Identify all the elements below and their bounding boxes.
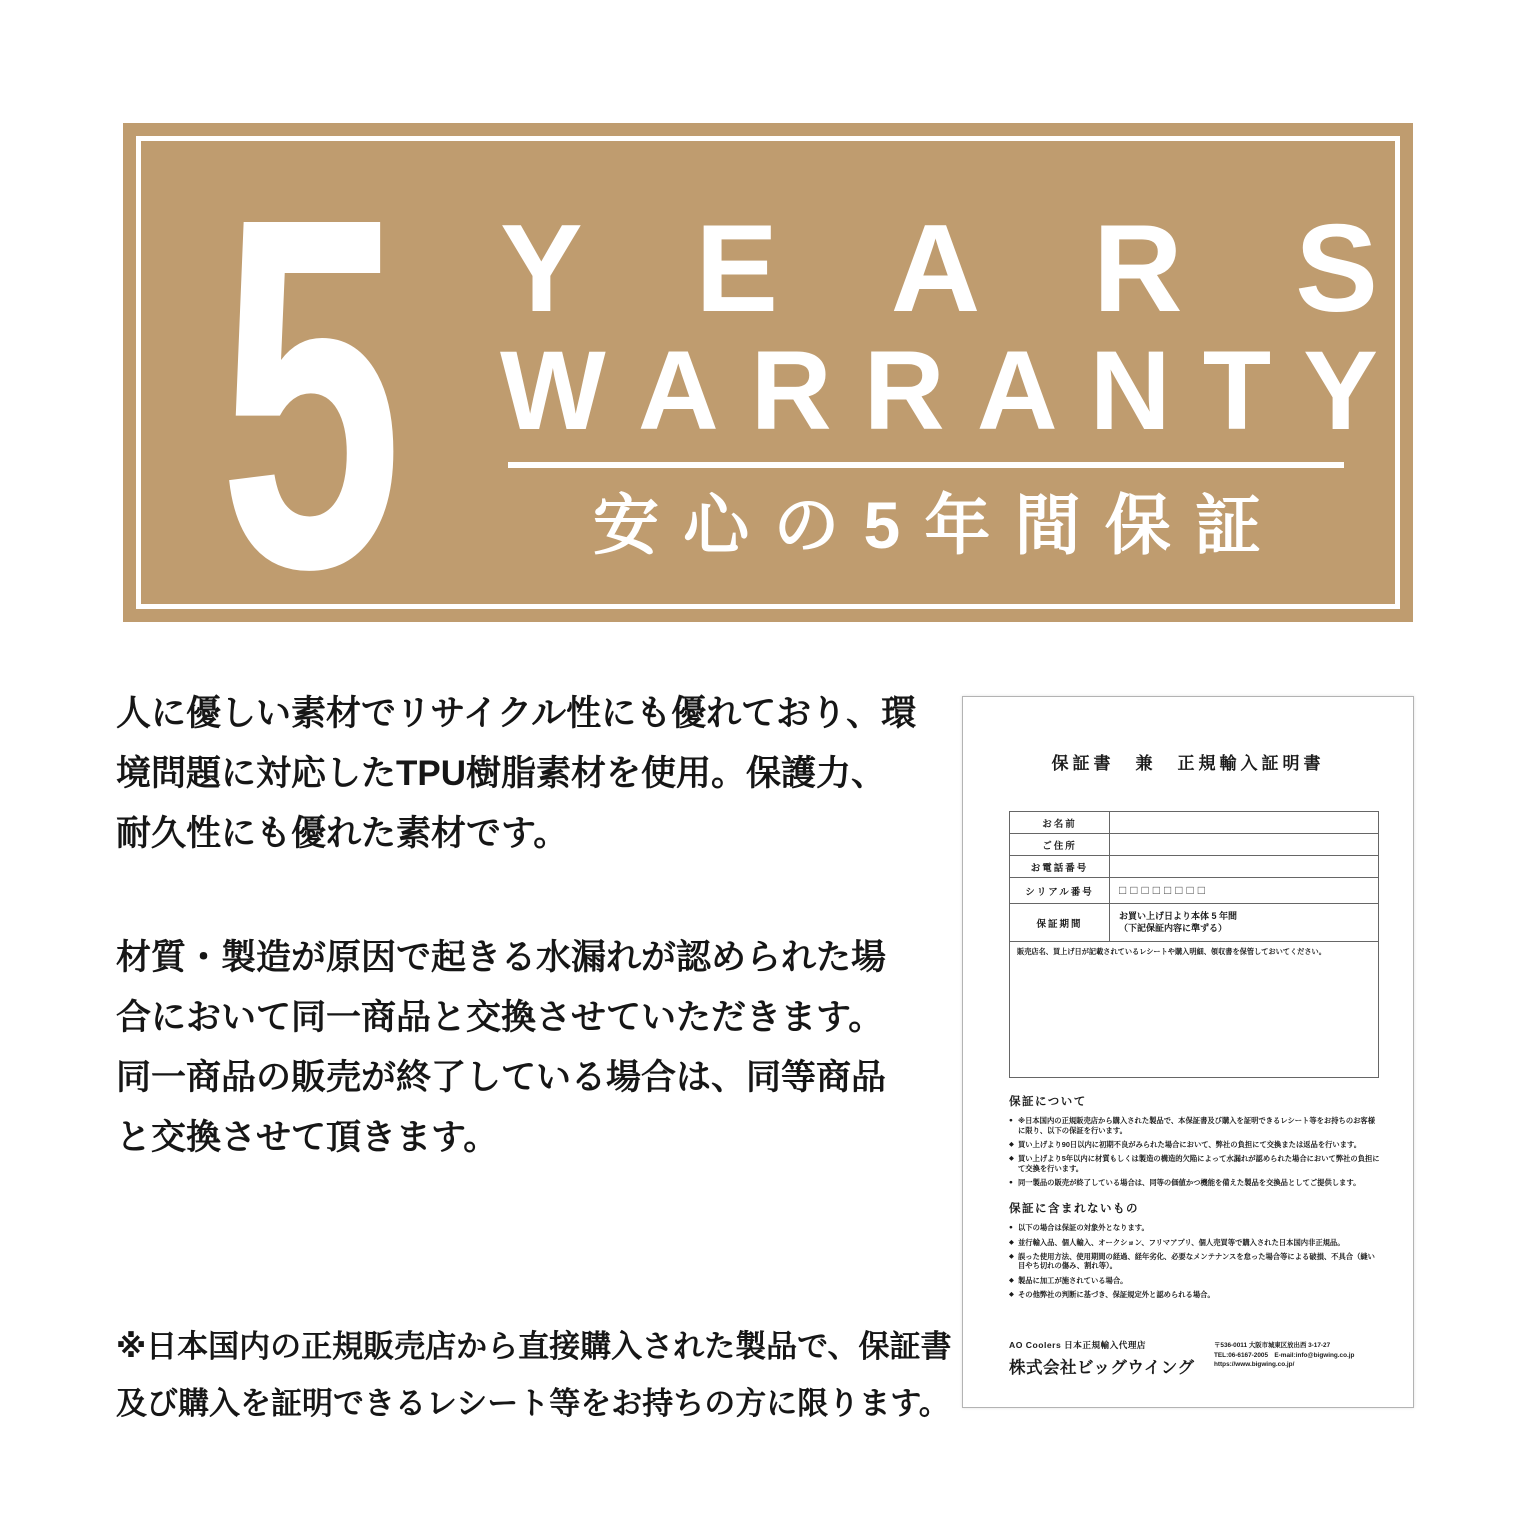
warranty-banner bbox=[123, 113, 1413, 672]
certificate-footer bbox=[1009, 1339, 1381, 1378]
bullet-marker-icon: ● bbox=[1009, 1178, 1013, 1186]
letter: 心 bbox=[683, 488, 750, 562]
cert-term-bullet bbox=[1009, 1178, 1381, 1188]
cert-field-value bbox=[1110, 834, 1378, 855]
text-line: 同一商品の販売が終了している場合は、同等商品 bbox=[116, 1058, 887, 1097]
warranty-word bbox=[500, 328, 1378, 453]
bullet-text: 買い上げより5年以内に材質もしくは製造の構造的欠陥によって水漏れが認められた場合において弊社の負担にて交換を行います。 bbox=[1018, 1153, 1380, 1173]
letter: の bbox=[773, 488, 840, 562]
cert-terms-section bbox=[1009, 1200, 1381, 1299]
letter: R bbox=[750, 328, 832, 453]
letter: 証 bbox=[1194, 488, 1261, 562]
intro-paragraph-exchange bbox=[116, 928, 886, 1168]
company-name: 株式会社ビッグウイング bbox=[1009, 1359, 1195, 1377]
cert-field-value: お買い上げ日より本体 5 年間 （下記保証内容に準ずる） bbox=[1119, 911, 1238, 933]
bullet-marker-icon: ◆ bbox=[1009, 1154, 1014, 1162]
bullet-text: その他弊社の判断に基づき、保証規定外と認められる場合。 bbox=[1018, 1289, 1215, 1299]
bullet-marker-icon: ◆ bbox=[1009, 1252, 1014, 1260]
letter: R bbox=[1093, 200, 1183, 338]
bullet-text: 誤った使用方法、使用期間の経過、経年劣化、必要なメンテナンスを怠った場合等による破損、不具合（縫い目やち切れの傷み、割れ等）。 bbox=[1018, 1251, 1375, 1271]
certificate-terms bbox=[1009, 1093, 1381, 1304]
text-line: 〒536-0011 大阪市城東区放出西 3-17-27 bbox=[1214, 1342, 1331, 1349]
cert-field-row bbox=[1010, 812, 1378, 834]
text-line: https://www.bigwing.co.jp/ bbox=[1214, 1361, 1295, 1369]
distributor-label: AO Coolers 日本正規輸入代理店 bbox=[1009, 1340, 1147, 1350]
bullet-marker-icon: ◆ bbox=[1009, 1238, 1014, 1246]
cert-field-label: お電話番号 bbox=[1010, 856, 1110, 877]
letter: N bbox=[1089, 328, 1171, 453]
bullet-text: ※日本国内の正規販売店から購入された製品で、本保証書及び購入を証明できるレシート等をお持ちのお客様に限り、以下の保証を行います。 bbox=[1018, 1116, 1376, 1135]
letter: R bbox=[863, 328, 945, 453]
bullet-marker-icon: ● bbox=[1009, 1117, 1013, 1124]
letter: A bbox=[976, 328, 1058, 453]
letter: 年 bbox=[924, 488, 991, 562]
cert-field-row bbox=[1010, 878, 1378, 904]
text-line: 材質・製造が原因で起きる水漏れが認められた場 bbox=[116, 938, 887, 977]
cert-term-bullet bbox=[1009, 1223, 1381, 1233]
letter: Y bbox=[1303, 328, 1378, 453]
cert-field-row bbox=[1010, 834, 1378, 856]
bullet-text: 製品に加工が施されている場合。 bbox=[1018, 1275, 1128, 1285]
cert-field-value bbox=[1110, 856, 1378, 877]
cert-term-bullet bbox=[1009, 1154, 1381, 1173]
cert-field-value: □□□□□□□□ bbox=[1119, 882, 1209, 897]
bullet-text: 同一製品の販売が終了している場合は、同等の価値かつ機能を備えた製品を交換品としてご提供します。 bbox=[1018, 1177, 1361, 1187]
bullet-marker-icon: ● bbox=[1009, 1224, 1013, 1232]
years-word bbox=[500, 200, 1378, 338]
bullet-text: 並行輸入品、個人輸入、オークション、フリマアプリ、個人売買等で購入された日本国内非正規品。 bbox=[1018, 1237, 1345, 1247]
text-line: TEL:06-6167-2005 E-mail:info@bigwing.co.jp bbox=[1214, 1351, 1355, 1359]
cert-field-label: 保証期間 bbox=[1010, 904, 1110, 941]
bullet-marker-icon: ◆ bbox=[1009, 1290, 1014, 1298]
big-number-5: 5 bbox=[219, 113, 403, 672]
letter: E bbox=[695, 200, 779, 338]
bullet-marker-icon: ◆ bbox=[1009, 1276, 1014, 1284]
text-line: と交換させて頂きます。 bbox=[116, 1118, 499, 1157]
cert-term-bullet bbox=[1009, 1276, 1381, 1286]
cert-field-label: シリアル番号 bbox=[1010, 878, 1110, 903]
divider-line bbox=[508, 462, 1344, 468]
cert-term-bullet bbox=[1009, 1140, 1381, 1150]
certificate-fields-table bbox=[1009, 811, 1379, 1078]
importer-block bbox=[1009, 1339, 1214, 1378]
letter: 安 bbox=[593, 488, 659, 562]
cert-term-bullet bbox=[1009, 1116, 1381, 1135]
cert-term-bullet bbox=[1009, 1290, 1381, 1300]
cert-term-bullet bbox=[1009, 1252, 1381, 1271]
letter: W bbox=[500, 328, 606, 453]
text-line: 境問題に対応したTPU樹脂素材を使用。保護力、 bbox=[116, 754, 887, 793]
text-line: 合において同一商品と交換させていただきます。 bbox=[116, 998, 884, 1037]
text-line: 耐久性にも優れた素材です。 bbox=[116, 814, 569, 853]
letter: T bbox=[1202, 328, 1272, 453]
text-line: 及び購入を証明できるレシート等をお持ちの方に限ります。 bbox=[116, 1386, 950, 1421]
letter: 保 bbox=[1104, 488, 1171, 562]
cert-receipt-note: 販売店名、買上げ日が記載されているレシートや購入明細、領収書を保管しておいてください。 bbox=[1017, 947, 1326, 956]
certificate-title: 保証書 兼 正規輸入証明書 bbox=[1051, 754, 1325, 773]
warranty-certificate-card bbox=[962, 696, 1414, 1408]
cert-section-heading: 保証について bbox=[1009, 1096, 1087, 1108]
letter: S bbox=[1295, 200, 1378, 338]
cert-terms-section bbox=[1009, 1093, 1381, 1187]
cert-field-label: ご住所 bbox=[1010, 834, 1110, 855]
text-line: ※日本国内の正規販売店から直接購入された製品で、保証書 bbox=[116, 1329, 952, 1364]
bullet-marker-icon: ◆ bbox=[1009, 1140, 1014, 1148]
bullet-text: 以下の場合は保証の対象外となります。 bbox=[1018, 1223, 1149, 1233]
text-line: 人に優しい素材でリサイクル性にも優れており、環 bbox=[116, 694, 917, 733]
cert-term-bullet bbox=[1009, 1238, 1381, 1248]
cert-field-row bbox=[1010, 856, 1378, 878]
letter: Y bbox=[500, 200, 583, 338]
purchase-footnote bbox=[116, 1318, 952, 1432]
bullet-text: 買い上げより90日以内に初期不良がみられた場合において、弊社の負担にて交換または返品を行います。 bbox=[1018, 1139, 1362, 1149]
letter: A bbox=[890, 200, 981, 338]
letter: A bbox=[637, 328, 719, 453]
cert-field-label: お名前 bbox=[1010, 812, 1110, 833]
letter: 間 bbox=[1014, 488, 1081, 562]
intro-paragraph-material bbox=[116, 684, 916, 864]
letter: 5 bbox=[863, 488, 901, 562]
cert-section-heading: 保証に含まれないもの bbox=[1009, 1203, 1139, 1216]
warranty-subtitle-jp bbox=[593, 489, 1261, 562]
contact-block bbox=[1214, 1339, 1381, 1378]
cert-field-value bbox=[1110, 812, 1378, 833]
cert-field-row bbox=[1010, 904, 1378, 942]
